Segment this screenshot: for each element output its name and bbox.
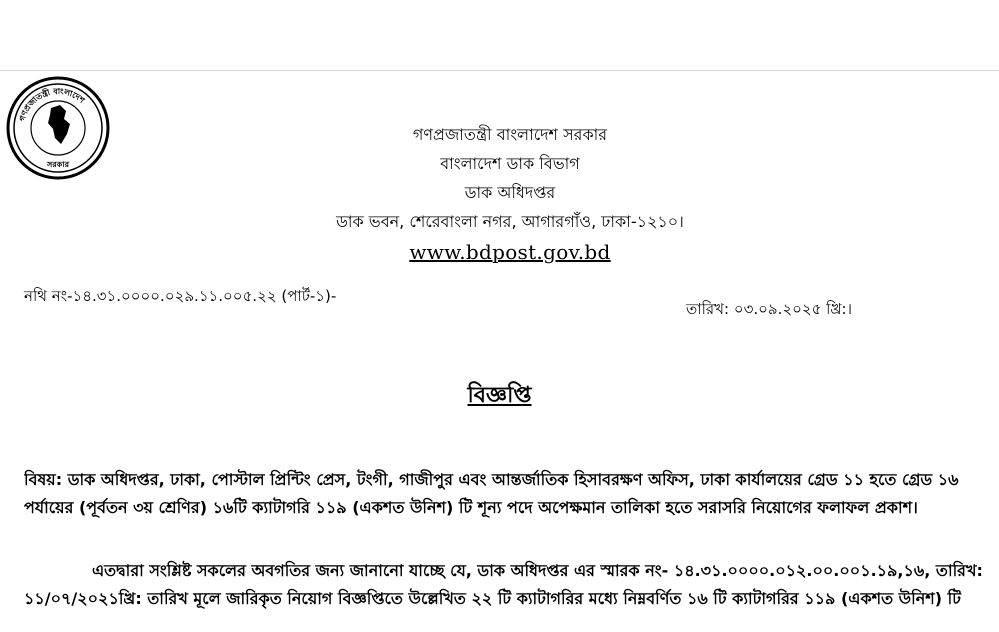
subject-line-2: পর্যায়ের (পূর্বতন ৩য় শ্রেণির) ১৬টি ক্যাটাগরি ১১৯ (একশত উনিশ) টি শূন্য পদে অপেক্ষমান তালিকা হতে সরাসরি নিয়োগের ফলাফল প্রকাশ।	[24, 498, 918, 517]
letterhead-line-address: ডাক ভবন, শেরেবাংলা নগর, আগারগাঁও, ঢাকা-১২১০।	[336, 212, 684, 231]
letterhead-line-directorate: ডাক অধিদপ্তর	[464, 183, 556, 202]
subject-line-1: বিষয়: ডাক অধিদপ্তর, ঢাকা, পোস্টাল প্রিন্টিং প্রেস, টংগী, গাজীপুর এবং আন্তর্জাতিক হিসাবরক্ষণ অফিস, ঢাকা কার্যালয়ের গ্রেড ১১ হতে গ্রেড ১৬	[24, 470, 959, 489]
body-line-2: ১১/০৭/২০২১খ্রি: তারিখ মূলে জারিকৃত নিয়োগ বিজ্ঞপ্তিতে উল্লেখিত ২২ টি ক্যাটাগরির মধ্যে নিম্নবর্ণিত ১৬ টি ক্যাটাগরির ১১৯ (একশত উনিশ) টি	[24, 589, 961, 608]
reference-number: নথি নং-১৪.৩১.০০০০.০২৯.১১.০০৫.২২ (পার্ট-১)-	[24, 287, 337, 305]
body-paragraph	[24, 557, 988, 613]
subject-paragraph	[24, 466, 988, 522]
issue-date: তারিখ: ০৩.০৯.২০২৫ খ্রি:।	[686, 300, 852, 318]
notice-title-text: বিজ্ঞপ্তি	[467, 383, 532, 408]
seal-ring-text: গণপ্রজাতন্ত্রী বাংলাদেশ	[17, 86, 87, 123]
letterhead-line-department: বাংলাদেশ ডাক বিভাগ	[440, 154, 580, 173]
letterhead	[300, 120, 720, 268]
bangladesh-map-icon	[48, 105, 70, 144]
seal-bottom-text: সরকার	[46, 160, 70, 169]
notice-title	[0, 378, 999, 415]
letterhead-line-government: গণপ্রজাতন্ত্রী বাংলাদেশ সরকার	[412, 125, 608, 144]
body-line-1: এতদ্বারা সংশ্লিষ্ট সকলের অবগতির জন্য জানানো যাচ্ছে যে, ডাক অধিদপ্তর এর স্মারক নং- ১৪.৩১.০০০০.০১২.০০.০০১.১৯,১৬, তারিখ:	[92, 561, 983, 580]
top-divider	[0, 70, 999, 71]
website-link[interactable]: www.bdpost.gov.bd	[409, 240, 611, 264]
government-seal	[4, 74, 112, 182]
